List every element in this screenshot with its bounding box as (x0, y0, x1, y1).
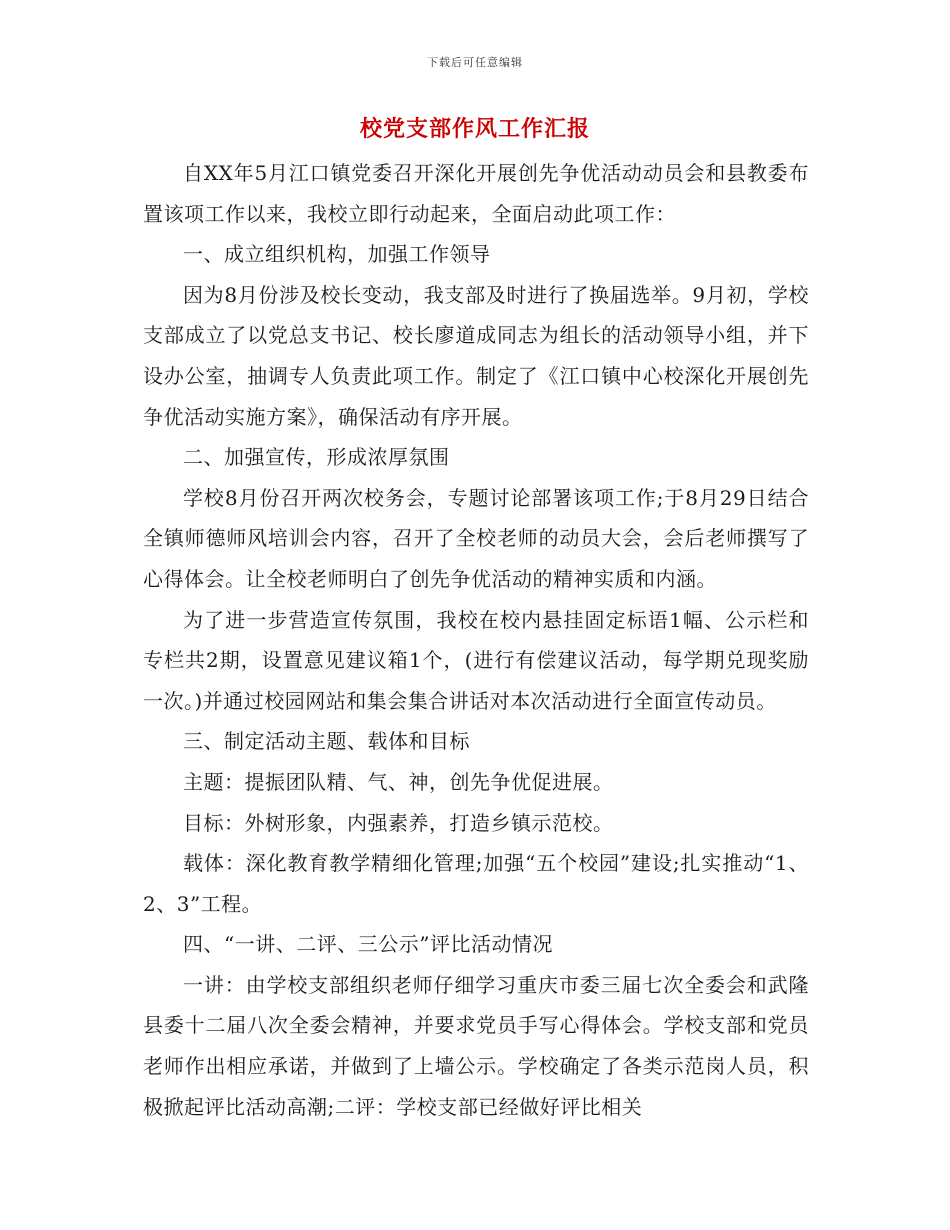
paragraph-intro: 自XX年5月江口镇党委召开深化开展创先争优活动动员会和县教委布置该项工作以来，我校立即行动起来，全面启动此项工作： (143, 161, 809, 226)
paragraph-evaluation: 一讲：由学校支部组织老师仔细学习重庆市委三届七次全委会和武隆县委十二届八次全委会精神，并要求党员手写心得体会。学校支部和党员老师作出相应承诺，并做到了上墙公示。学校确定了各类示范岗人员，积极掀起评比活动高潮;二评：学校支部已经做好评比相关 (143, 972, 809, 1119)
paragraph-goal: 目标：外树形象，内强素养，打造乡镇示范校。 (183, 810, 614, 835)
paragraph-theme: 主题：提振团队精、气、神，创先争优促进展。 (183, 769, 614, 794)
header-note: 下载后可任意编辑 (427, 56, 523, 69)
section-heading-4: 四、“一讲、二评、三公示”评比活动情况 (183, 932, 553, 957)
paragraph-meetings: 学校8月份召开两次校务会，专题讨论部署该项工作;于8月29日结合全镇师德师风培训会内容，召开了全校老师的动员大会，会后老师撰写了心得体会。让全校老师明白了创先争优活动的精神实质和内涵。 (143, 485, 809, 591)
document-title: 校党支部作风工作汇报 (359, 116, 590, 142)
document-body (143, 153, 809, 1127)
section-heading-3: 三、制定活动主题、载体和目标 (183, 729, 470, 754)
section-heading-2: 二、加强宣传，形成浓厚氛围 (183, 445, 450, 470)
paragraph-carrier: 载体：深化教育教学精细化管理;加强“五个校园”建设;扎实推动“1、2、3”工程。 (143, 851, 809, 916)
paragraph-publicity: 为了进一步营造宣传氛围，我校在校内悬挂固定标语1幅、公示栏和专栏共2期，设置意见建议箱1个，(进行有偿建议活动，每学期兑现奖励一次。)并通过校园网站和集会集合讲话对本次活动进行全面宣传动员。 (143, 607, 809, 713)
paragraph-organization: 因为8月份涉及校长变动，我支部及时进行了换届选举。9月初，学校支部成立了以党总支书记、校长廖道成同志为组长的活动领导小组，并下设办公室，抽调专人负责此项工作。制定了《江口镇中心校深化开展创先争优活动实施方案》，确保活动有序开展。 (143, 282, 809, 429)
section-heading-1: 一、成立组织机构，加强工作领导 (183, 242, 491, 267)
